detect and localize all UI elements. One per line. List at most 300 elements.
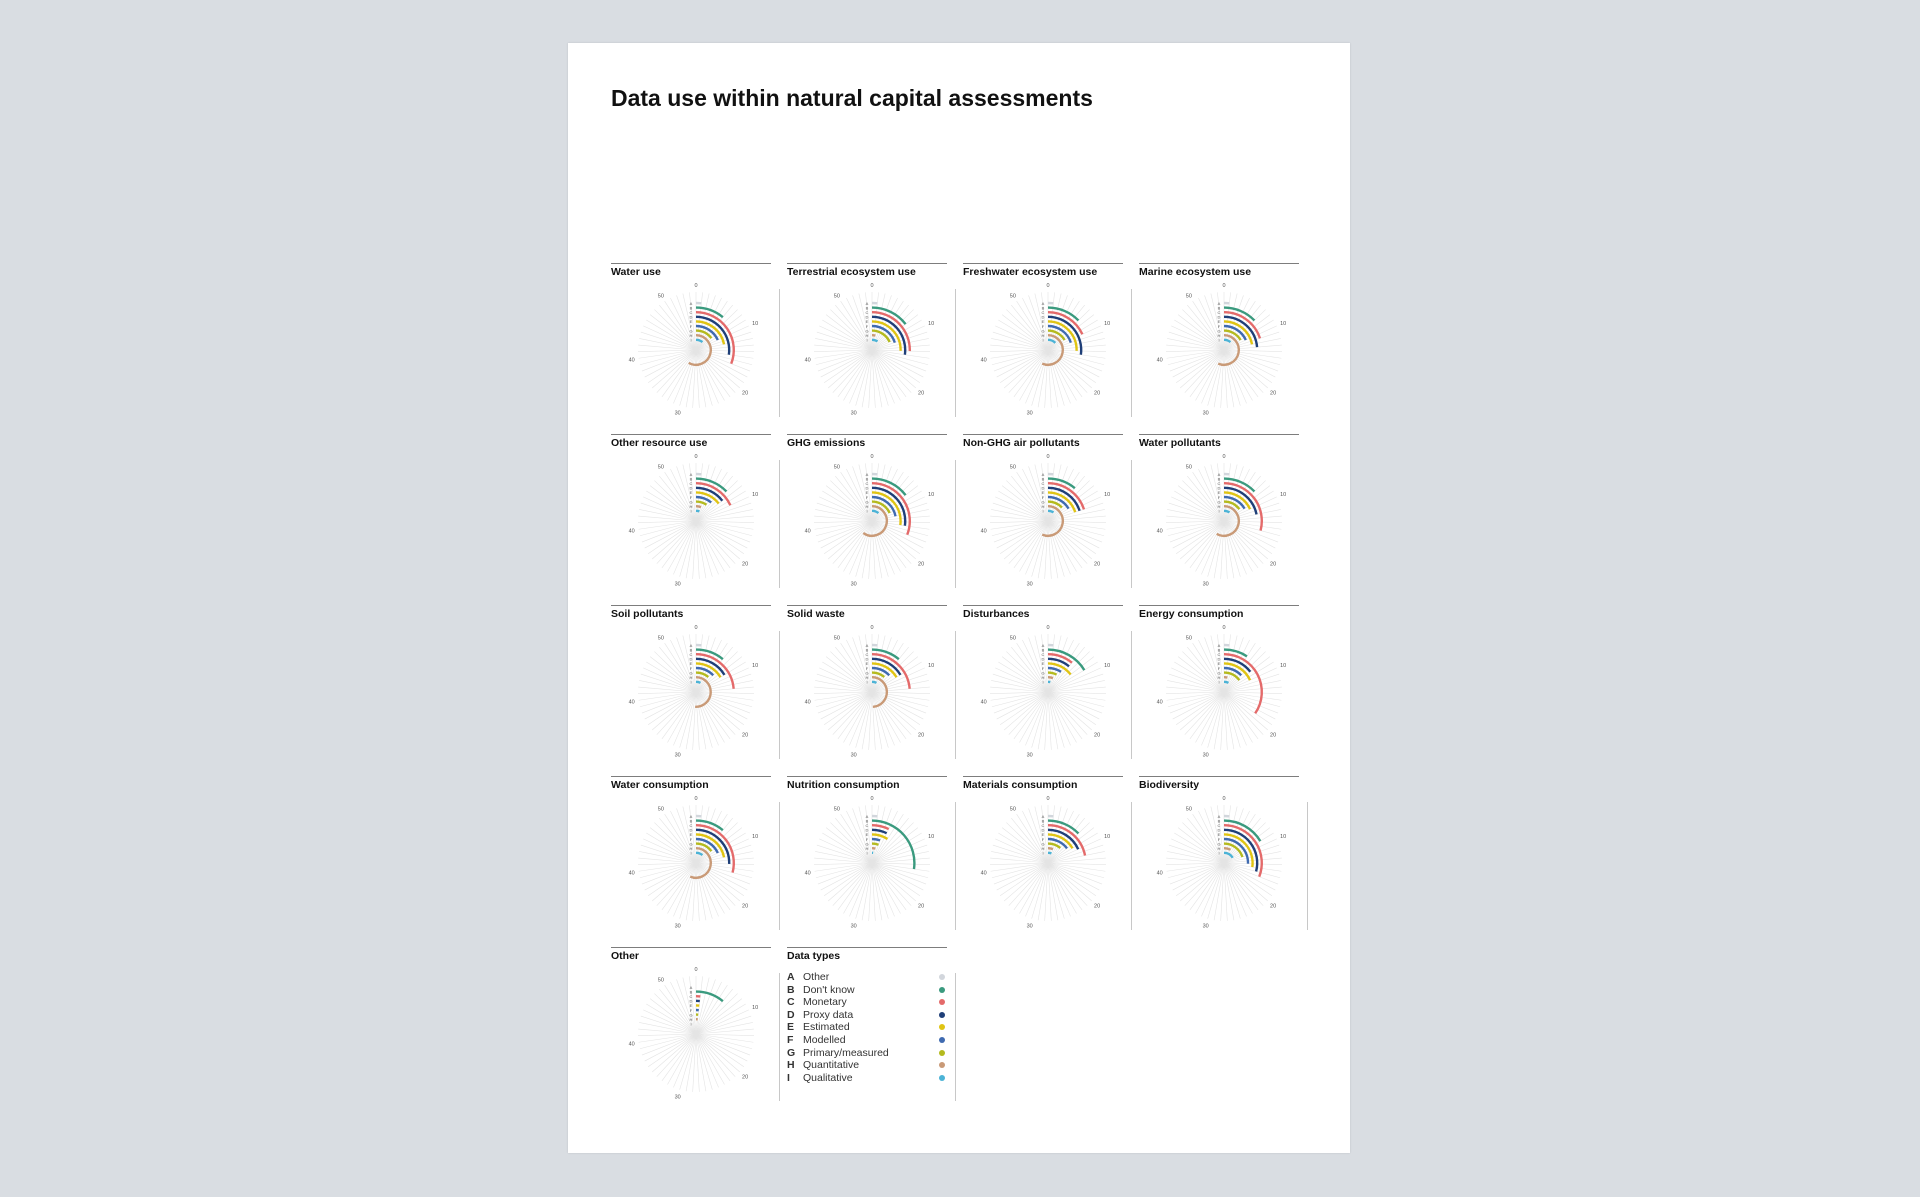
data-arc-G xyxy=(696,502,706,505)
axis-tick-label: 40 xyxy=(628,870,635,877)
grid-spoke xyxy=(657,1034,696,1077)
grid-spoke xyxy=(872,350,926,371)
category-label: G xyxy=(689,1012,693,1018)
grid-spoke xyxy=(872,350,911,393)
category-label: B xyxy=(865,818,869,824)
chart-panel xyxy=(1139,263,1299,421)
grid-spoke xyxy=(991,851,1048,863)
category-label: I xyxy=(1218,337,1220,343)
grid-spoke xyxy=(696,503,751,521)
axis-tick-label: 20 xyxy=(1094,732,1101,739)
grid-spoke xyxy=(696,1034,750,1055)
category-label: A xyxy=(865,300,869,306)
category-label: A xyxy=(1217,813,1221,819)
category-label: F xyxy=(865,323,869,329)
grid-spoke xyxy=(1048,350,1087,393)
grid-spoke xyxy=(696,863,750,884)
grid-spoke xyxy=(1048,680,1105,692)
axis-tick-label: 0 xyxy=(1222,454,1226,460)
radial-bar-chart xyxy=(963,798,1133,934)
axis-tick-label: 20 xyxy=(1094,390,1101,397)
legend-swatch xyxy=(939,999,945,1005)
category-label: F xyxy=(1217,494,1221,500)
axis-tick-label: 40 xyxy=(628,528,635,535)
grid-spoke xyxy=(1224,503,1279,521)
axis-tick-label: 50 xyxy=(657,635,664,642)
category-label: E xyxy=(1041,661,1045,667)
category-label: D xyxy=(1041,827,1045,833)
category-label: A xyxy=(865,642,869,648)
category-label: C xyxy=(1217,652,1221,657)
grid-spoke xyxy=(696,680,753,692)
chart-title: Solid waste xyxy=(787,605,947,621)
chart-panel xyxy=(787,605,947,763)
chart-panel xyxy=(963,605,1123,763)
grid-spoke xyxy=(641,674,696,692)
category-label: I xyxy=(1042,337,1044,343)
grid-spoke xyxy=(1185,350,1224,393)
grid-spoke xyxy=(993,674,1048,692)
category-label: B xyxy=(1041,476,1045,482)
category-label: E xyxy=(865,661,869,667)
category-label: D xyxy=(1217,827,1221,833)
axis-tick-label: 40 xyxy=(980,699,987,706)
category-label: D xyxy=(689,827,693,833)
grid-spoke xyxy=(833,692,872,735)
category-label: B xyxy=(1041,305,1045,311)
grid-spoke xyxy=(817,503,872,521)
category-label: I xyxy=(1042,508,1044,514)
legend-label: Monetary xyxy=(803,996,847,1009)
category-label: A xyxy=(689,300,693,306)
category-label: C xyxy=(865,652,869,657)
legend-label: Primary/measured xyxy=(803,1046,889,1059)
category-label: G xyxy=(1041,841,1045,847)
axis-tick-label: 10 xyxy=(752,663,759,669)
legend-swatch xyxy=(939,974,945,980)
category-label: C xyxy=(1041,823,1045,828)
grid-spoke xyxy=(642,521,696,542)
category-label: D xyxy=(865,485,869,491)
category-label: A xyxy=(689,642,693,648)
category-label: B xyxy=(865,305,869,311)
axis-tick-label: 20 xyxy=(1270,561,1277,568)
category-label: E xyxy=(865,319,869,325)
category-label: H xyxy=(689,846,693,851)
category-label: H xyxy=(865,846,869,851)
axis-tick-label: 10 xyxy=(928,663,935,669)
legend-letter: A xyxy=(787,971,795,983)
legend-letter: I xyxy=(787,1071,790,1084)
category-label: G xyxy=(1217,328,1221,334)
category-label: E xyxy=(865,832,869,838)
axis-tick-label: 0 xyxy=(1046,625,1050,631)
grid-spoke xyxy=(994,350,1048,371)
axis-tick-label: 0 xyxy=(1046,283,1050,289)
chart-panel xyxy=(611,776,771,934)
category-label: G xyxy=(1217,841,1221,847)
grid-spoke xyxy=(818,692,872,713)
category-label: C xyxy=(1217,310,1221,315)
grid-spoke xyxy=(696,350,750,371)
grid-spoke xyxy=(1170,692,1224,713)
category-label: B xyxy=(689,818,693,824)
data-arc-F xyxy=(1048,668,1061,672)
grid-spoke xyxy=(1048,692,1087,735)
grid-spoke xyxy=(696,521,735,564)
legend-swatch xyxy=(939,1024,945,1030)
category-label: A xyxy=(865,813,869,819)
category-label: I xyxy=(866,850,868,856)
grid-spoke xyxy=(993,845,1048,863)
grid-spoke xyxy=(817,332,872,350)
legend-swatch xyxy=(939,987,945,993)
category-label: D xyxy=(1041,485,1045,491)
category-label: E xyxy=(1041,490,1045,496)
grid-spoke xyxy=(1167,509,1224,521)
category-label: G xyxy=(689,841,693,847)
grid-spoke xyxy=(817,845,872,863)
axis-tick-label: 30 xyxy=(850,752,857,759)
grid-spoke xyxy=(815,680,872,692)
grid-spoke xyxy=(639,851,696,863)
category-label: H xyxy=(1217,675,1221,680)
grid-spoke xyxy=(696,509,753,521)
category-label: D xyxy=(1041,656,1045,662)
axis-tick-label: 50 xyxy=(657,293,664,300)
grid-spoke xyxy=(641,332,696,350)
category-label: E xyxy=(1217,319,1221,325)
grid-spoke xyxy=(833,521,872,564)
legend-swatch xyxy=(939,1050,945,1056)
category-label: D xyxy=(865,656,869,662)
category-label: G xyxy=(865,841,869,847)
grid-spoke xyxy=(1170,521,1224,542)
axis-tick-label: 40 xyxy=(804,357,811,364)
axis-tick-label: 0 xyxy=(1046,454,1050,460)
axis-tick-label: 40 xyxy=(628,1041,635,1048)
category-label: H xyxy=(1217,846,1221,851)
axis-tick-label: 50 xyxy=(657,464,664,471)
chart-title: Marine ecosystem use xyxy=(1139,263,1299,279)
legend-letter: E xyxy=(787,1021,795,1034)
grid-spoke xyxy=(639,680,696,692)
category-label: I xyxy=(690,508,692,514)
axis-tick-label: 0 xyxy=(694,283,698,289)
axis-tick-label: 10 xyxy=(1104,492,1111,498)
category-label: C xyxy=(865,823,869,828)
category-label: C xyxy=(1041,310,1045,315)
data-arc-F xyxy=(872,839,880,840)
grid-spoke xyxy=(696,1034,735,1077)
legend-swatch xyxy=(939,1037,945,1043)
category-label: A xyxy=(1041,300,1045,306)
grid-spoke xyxy=(815,509,872,521)
category-label: C xyxy=(1041,481,1045,486)
category-label: C xyxy=(1041,652,1045,657)
category-label: E xyxy=(689,1003,693,1009)
category-label: E xyxy=(1041,832,1045,838)
grid-spoke xyxy=(991,509,1048,521)
legend-label: Estimated xyxy=(803,1021,850,1034)
axis-tick-label: 0 xyxy=(1222,625,1226,631)
category-label: I xyxy=(1042,850,1044,856)
category-label: C xyxy=(865,481,869,486)
chart-title: Nutrition consumption xyxy=(787,776,947,792)
grid-spoke xyxy=(1224,521,1278,542)
chart-panel xyxy=(611,605,771,763)
axis-tick-label: 20 xyxy=(742,903,749,910)
chart-panel xyxy=(1139,776,1299,934)
axis-tick-label: 10 xyxy=(1104,321,1111,327)
axis-tick-label: 40 xyxy=(1156,870,1163,877)
category-label: I xyxy=(690,850,692,856)
axis-tick-label: 30 xyxy=(674,1094,681,1101)
legend-item xyxy=(787,996,947,1008)
legend-swatch xyxy=(939,1075,945,1081)
category-label: D xyxy=(865,314,869,320)
grid-spoke xyxy=(696,1022,753,1034)
legend-label: Proxy data xyxy=(803,1008,854,1021)
chart-panel xyxy=(787,263,947,421)
data-arc-H xyxy=(1048,848,1053,849)
category-label: F xyxy=(1041,665,1045,671)
category-label: H xyxy=(689,675,693,680)
grid-spoke xyxy=(1224,350,1263,393)
axis-tick-label: 20 xyxy=(742,732,749,739)
category-label: G xyxy=(865,328,869,334)
category-label: D xyxy=(689,998,693,1004)
grid-spoke xyxy=(872,521,911,564)
axis-tick-label: 30 xyxy=(1202,923,1209,930)
axis-tick-label: 30 xyxy=(1026,581,1033,588)
grid-spoke xyxy=(994,863,1048,884)
category-label: F xyxy=(1217,836,1221,842)
chart-title: Terrestrial ecosystem use xyxy=(787,263,947,279)
grid-spoke xyxy=(1224,509,1281,521)
axis-tick-label: 50 xyxy=(833,806,840,813)
grid-spoke xyxy=(657,521,696,564)
data-arc-I xyxy=(696,511,699,512)
category-label: E xyxy=(1217,490,1221,496)
category-label: F xyxy=(1217,665,1221,671)
radial-bar-chart xyxy=(611,627,781,763)
axis-tick-label: 20 xyxy=(742,561,749,568)
grid-spoke xyxy=(872,851,929,863)
axis-tick-label: 40 xyxy=(804,699,811,706)
axis-tick-label: 30 xyxy=(674,581,681,588)
category-label: G xyxy=(1041,499,1045,505)
category-label: C xyxy=(689,823,693,828)
legend-letter: H xyxy=(787,1059,795,1072)
axis-tick-label: 20 xyxy=(918,732,925,739)
grid-spoke xyxy=(1167,680,1224,692)
axis-tick-label: 30 xyxy=(1026,752,1033,759)
grid-spoke xyxy=(1009,350,1048,393)
chart-title: Other xyxy=(611,947,771,963)
radial-bar-chart xyxy=(1139,456,1309,592)
axis-tick-label: 20 xyxy=(742,390,749,397)
category-label: D xyxy=(865,827,869,833)
category-label: E xyxy=(1217,832,1221,838)
category-label: G xyxy=(689,499,693,505)
chart-panel xyxy=(963,776,1123,934)
grid-spoke xyxy=(1170,863,1224,884)
chart-title: Water pollutants xyxy=(1139,434,1299,450)
grid-spoke xyxy=(1169,674,1224,692)
category-label: H xyxy=(1041,333,1045,338)
axis-tick-label: 0 xyxy=(694,625,698,631)
grid-spoke xyxy=(641,845,696,863)
radial-bar-chart xyxy=(611,285,781,421)
grid-spoke xyxy=(1048,863,1102,884)
axis-tick-label: 0 xyxy=(694,454,698,460)
grid-spoke xyxy=(872,674,927,692)
grid-spoke xyxy=(1169,845,1224,863)
document-page xyxy=(568,43,1350,1153)
grid-spoke xyxy=(657,863,696,906)
axis-tick-label: 20 xyxy=(1094,561,1101,568)
axis-tick-label: 30 xyxy=(850,923,857,930)
grid-spoke xyxy=(657,692,696,735)
chart-panel xyxy=(611,263,771,421)
data-arc-I xyxy=(1224,682,1229,683)
axis-tick-label: 30 xyxy=(1202,410,1209,417)
category-label: H xyxy=(865,504,869,509)
grid-spoke xyxy=(815,338,872,350)
grid-spoke xyxy=(1224,680,1281,692)
category-label: G xyxy=(865,670,869,676)
chart-panel xyxy=(611,434,771,592)
grid-spoke xyxy=(818,350,872,371)
axis-tick-label: 40 xyxy=(980,357,987,364)
grid-spoke xyxy=(642,1034,696,1055)
category-label: I xyxy=(690,1021,692,1027)
axis-tick-label: 30 xyxy=(850,581,857,588)
chart-title: Soil pollutants xyxy=(611,605,771,621)
axis-tick-label: 10 xyxy=(928,321,935,327)
category-label: G xyxy=(689,670,693,676)
axis-tick-label: 40 xyxy=(980,528,987,535)
grid-spoke xyxy=(1048,509,1105,521)
category-label: F xyxy=(689,1007,693,1013)
radial-bar-chart xyxy=(787,798,957,934)
grid-spoke xyxy=(1185,521,1224,564)
radial-bar-chart xyxy=(787,627,957,763)
grid-spoke xyxy=(993,503,1048,521)
axis-tick-label: 30 xyxy=(1202,752,1209,759)
grid-spoke xyxy=(1170,350,1224,371)
chart-panel xyxy=(611,947,771,1105)
category-label: F xyxy=(689,494,693,500)
grid-spoke xyxy=(639,338,696,350)
grid-spoke xyxy=(872,692,911,735)
chart-panel xyxy=(787,434,947,592)
category-label: B xyxy=(865,476,869,482)
grid-spoke xyxy=(1224,863,1278,884)
radial-bar-chart xyxy=(1139,627,1309,763)
axis-tick-label: 0 xyxy=(694,967,698,973)
grid-spoke xyxy=(991,338,1048,350)
chart-title: Water use xyxy=(611,263,771,279)
axis-tick-label: 10 xyxy=(1280,834,1287,840)
category-label: H xyxy=(689,1017,693,1022)
category-label: I xyxy=(866,679,868,685)
legend-letter: F xyxy=(787,1034,794,1046)
category-label: B xyxy=(689,647,693,653)
category-label: C xyxy=(689,652,693,657)
category-label: D xyxy=(1217,314,1221,320)
grid-spoke xyxy=(872,845,927,863)
legend-letter: C xyxy=(787,996,795,1009)
grid-spoke xyxy=(696,1016,751,1034)
chart-panel xyxy=(1139,605,1299,763)
category-label: A xyxy=(1041,813,1045,819)
category-label: I xyxy=(1218,508,1220,514)
category-label: A xyxy=(689,984,693,990)
category-label: A xyxy=(1041,471,1045,477)
grid-spoke xyxy=(1009,521,1048,564)
radial-bar-chart xyxy=(611,456,781,592)
axis-tick-label: 50 xyxy=(833,464,840,471)
category-label: B xyxy=(1041,647,1045,653)
category-label: H xyxy=(1217,333,1221,338)
grid-spoke xyxy=(991,680,1048,692)
axis-tick-label: 0 xyxy=(1222,283,1226,289)
grid-spoke xyxy=(696,994,738,1034)
radial-bar-chart xyxy=(611,969,781,1105)
category-label: I xyxy=(866,337,868,343)
legend-swatch xyxy=(939,1012,945,1018)
category-label: I xyxy=(1218,850,1220,856)
grid-spoke xyxy=(1167,338,1224,350)
category-label: F xyxy=(865,836,869,842)
grid-spoke xyxy=(1009,863,1048,906)
axis-tick-label: 0 xyxy=(870,454,874,460)
axis-tick-label: 50 xyxy=(1185,293,1192,300)
legend-label: Modelled xyxy=(803,1034,846,1046)
legend-panel xyxy=(787,947,947,1105)
chart-panel xyxy=(787,776,947,934)
axis-tick-label: 0 xyxy=(870,796,874,802)
category-label: G xyxy=(1217,499,1221,505)
axis-tick-label: 40 xyxy=(628,699,635,706)
category-label: I xyxy=(866,508,868,514)
category-label: G xyxy=(689,328,693,334)
legend-item xyxy=(787,971,947,983)
grid-spoke xyxy=(1048,674,1103,692)
category-label: H xyxy=(689,333,693,338)
grid-spoke xyxy=(1048,521,1102,542)
category-label: D xyxy=(689,656,693,662)
grid-spoke xyxy=(872,823,914,863)
grid-spoke xyxy=(639,509,696,521)
category-label: F xyxy=(689,323,693,329)
axis-tick-label: 40 xyxy=(980,870,987,877)
axis-tick-label: 40 xyxy=(1156,357,1163,364)
category-label: E xyxy=(689,319,693,325)
legend-swatch xyxy=(939,1062,945,1068)
data-arc-H xyxy=(1048,677,1053,678)
page-title: Data use within natural capital assessments xyxy=(611,85,1093,111)
category-label: G xyxy=(1041,328,1045,334)
legend-letter: B xyxy=(787,983,795,996)
axis-tick-label: 40 xyxy=(804,528,811,535)
grid-spoke xyxy=(1009,692,1048,735)
grid-spoke xyxy=(1185,692,1224,735)
grid-spoke xyxy=(1048,851,1105,863)
axis-tick-label: 20 xyxy=(742,1074,749,1081)
